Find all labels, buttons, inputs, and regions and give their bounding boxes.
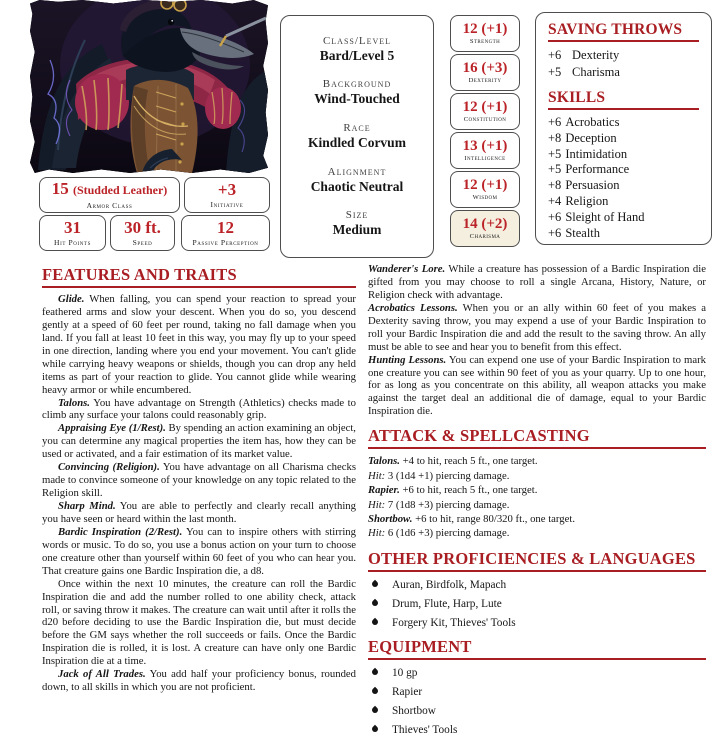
skills-title: SKILLS	[548, 89, 699, 110]
drop-bullet-icon	[371, 725, 379, 733]
character-portrait	[30, 0, 268, 173]
drop-bullet-icon	[371, 580, 379, 588]
speed-box	[110, 215, 175, 251]
list-item: Shortbow	[368, 703, 706, 719]
list-item: Auran, Birdfolk, Mapach	[368, 577, 706, 593]
skill-row: +8 Persuasion	[548, 178, 620, 193]
intelligence-box: 13 (+1) Intelligence	[450, 132, 520, 169]
speed-value: 30 ft.	[124, 218, 161, 237]
wisdom-box: 12 (+1) Wisdom	[450, 171, 520, 208]
attack-rapier: Rapier. +6 to hit, reach 5 ft., one target.	[368, 484, 538, 497]
save-row: +5 Charisma	[548, 65, 620, 79]
initiative-box	[184, 177, 270, 213]
trait-wanderers-lore: Wanderer's Lore. While a creature has possession of a Bardic Inspiration die gifted from you may choose to roll a single Arcana, History, Nature, or Religion check with advantage.	[368, 263, 706, 301]
dexterity-box: 16 (+3) Dexterity	[450, 54, 520, 91]
proficiencies-title: OTHER PROFICIENCIES & LANGUAGES	[368, 549, 706, 572]
raven-portrait-art	[30, 0, 268, 173]
feature-appraising-eye: Appraising Eye (1/Rest). By spending an action examining an object, you can determine any magical properties the item has, how they can be used or activated, and a fair estimation of its market value.	[42, 422, 356, 461]
hit-points-label: Hit Points	[54, 238, 91, 247]
background: Background Wind-Touched	[314, 78, 400, 107]
armor-class-label: Armor Class	[86, 201, 133, 210]
attack-shortbow-hit: Hit: 6 (1d6 +3) piercing damage.	[368, 527, 510, 540]
attack-talons-hit: Hit: 3 (1d4 +1) piercing damage.	[368, 469, 510, 482]
skill-row: +5 Performance	[548, 162, 630, 177]
saving-throws-title: SAVING THROWS	[548, 21, 699, 42]
features-column	[42, 265, 356, 694]
passive-perception-value: 12	[217, 218, 234, 237]
features-title: FEATURES AND TRAITS	[42, 265, 356, 288]
list-item: Forgery Kit, Thieves' Tools	[368, 615, 706, 631]
equipment-list	[368, 665, 706, 738]
charisma-box: 14 (+2) Charisma	[450, 210, 520, 247]
attack-talons: Talons. +4 to hit, reach 5 ft., one target.	[368, 455, 538, 468]
feature-glide: Glide. When falling, you can spend your reaction to spread your feathered arms and slow your descent. When you do so, you descend gently at a speed of 60 feet per round, taking no fall damage when you land. If you fall at least 10 feet in this way, you may fly up to your speed in one direction, landing where you end your movement. You can't glide while carrying heavy weapons or shields, though you can drop any held items as part of your reaction to glide. You cannot glide while wearing heavy armor or while encumbered.	[42, 293, 356, 396]
drop-bullet-icon	[371, 668, 379, 676]
armor-class-value: 15 (Studded Leather)	[51, 179, 168, 198]
skill-row: +6 Stealth	[548, 225, 601, 240]
drop-bullet-icon	[371, 706, 379, 714]
skill-row: +8 Deception	[548, 130, 617, 145]
skill-row: +5 Intimidation	[548, 146, 628, 161]
attack-rapier-hit: Hit: 7 (1d8 +3) piercing damage.	[368, 498, 510, 511]
feature-sharp-mind: Sharp Mind. You are able to perfectly and clearly recall anything you have seen or heard within the last month.	[42, 500, 356, 525]
list-item: Drum, Flute, Harp, Lute	[368, 596, 706, 612]
strength-box: 12 (+1) Strength	[450, 15, 520, 52]
saves-skills-box	[535, 12, 712, 245]
trait-hunting-lessons: Hunting Lessons. You can expend one use of your Bardic Inspiration to mark one creature you can see within 90 feet of you as your quarry. Up to one hour, for as long as you concentrate on this ability, all weapon attacks you make against the target deal an additional die of damage, equal to your Bardic Inspiration die.	[368, 353, 706, 418]
list-item: 10 gp	[368, 665, 706, 681]
feature-convincing: Convincing (Religion). You have advantage on all Charisma checks made to convince someone of your knowledge on any topic related to the Religion skill.	[42, 461, 356, 500]
drop-bullet-icon	[371, 599, 379, 607]
feature-talons: Talons. You have advantage on Strength (Athletics) checks made to climb any surface your talons could reasonably grip.	[42, 396, 356, 422]
skill-row: +4 Religion	[548, 193, 609, 208]
hit-points-box	[39, 215, 106, 251]
class-level: Class/Level Bard/Level 5	[319, 34, 395, 63]
race: Race Kindled Corvum	[308, 121, 406, 150]
drop-bullet-icon	[371, 618, 379, 626]
constitution-box: 12 (+1) Constitution	[450, 93, 520, 130]
drop-bullet-icon	[371, 687, 379, 695]
list-item: Thieves' Tools	[368, 722, 706, 738]
initiative-label: Initiative	[210, 200, 244, 209]
speed-label: Speed	[132, 238, 153, 247]
attack-shortbow: Shortbow. +6 to hit, range 80/320 ft., one target.	[368, 513, 575, 525]
right-column	[368, 263, 706, 744]
size: Size Medium	[332, 209, 382, 238]
alignment: Alignment Chaotic Neutral	[310, 165, 404, 194]
armor-class-box	[39, 177, 180, 213]
passive-perception-label: Passive Perception	[192, 238, 259, 247]
equipment-title: EQUIPMENT	[368, 637, 706, 660]
skill-row: +6 Acrobatics	[548, 115, 620, 129]
skill-row: +6 Sleight of Hand	[548, 209, 645, 224]
identity-box	[280, 15, 434, 258]
initiative-value: +3	[217, 180, 237, 199]
feature-bardic-inspiration: Bardic Inspiration (2/Rest). You can to inspire others with stirring words or music. To do so, you use a bonus action on your turn to choose one creature other than yourself within 60 feet of you who can hear you. That creature gains one Bardic Inspiration die, a d8.	[42, 525, 356, 577]
trait-acrobatics-lessons: Acrobatics Lessons. When you or an ally within 60 feet of you makes a Dexterity saving throw, you may expend a use of your Bardic Inspiration to roll your Bardic Inspiration die and add the result to the saving throw. An ally must be able to see and hear you to benefit from this effect.	[368, 301, 706, 353]
hit-points-value: 31	[64, 218, 81, 237]
save-row: +6 Dexterity	[548, 48, 620, 62]
passive-perception-box	[181, 215, 270, 251]
feature-jack-of-all-trades: Jack of All Trades. You add half your proficiency bonus, rounded down, to all skills in which you are not proficient.	[42, 668, 357, 694]
proficiencies-list	[368, 577, 706, 631]
feature-bardic-inspiration-cont: Once within the next 10 minutes, the creature can roll the Bardic Inspiration die and add the number rolled to one ability check, attack roll, or saving throw it makes. The creature can wait until after it rolls the d20 before deciding to use the Bardic Inspiration die, but must decide before the GM says whether the roll succeeds or fails. Once the Bardic Inspiration die is rolled, it is lost. A creature can have only one Bardic Inspiration die at a time.	[42, 577, 356, 668]
list-item: Rapier	[368, 684, 706, 700]
attack-spellcasting-title: ATTACK & SPELLCASTING	[368, 426, 706, 449]
